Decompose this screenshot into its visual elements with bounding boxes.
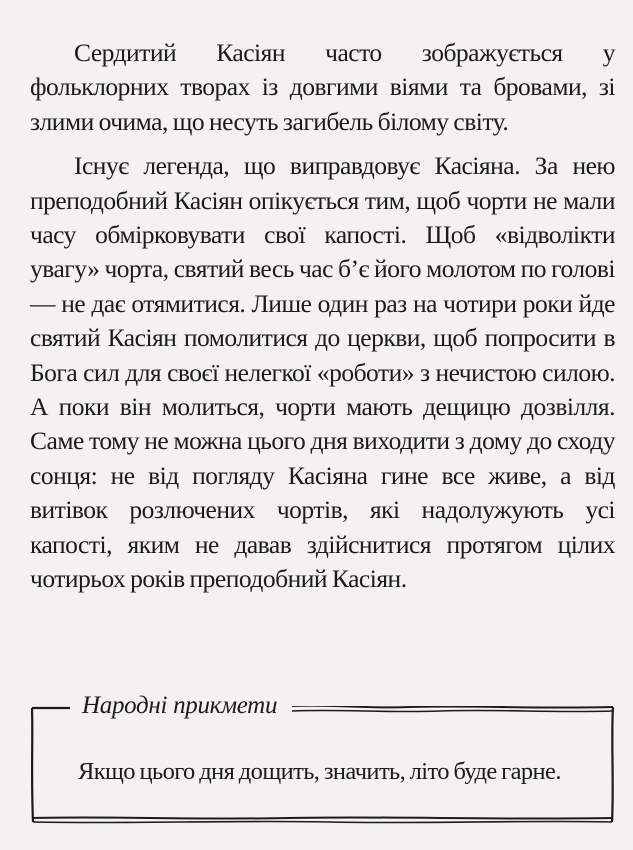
folk-signs-box [30,692,615,824]
box-title: Народні прикмети [74,690,285,722]
paragraph-2: Існує легенда, що виправдовує Касіяна. За нею преподобний Касіян опікується тим, щоб чорти не мали часу обмірковувати свої капості. Щоб «відволікти увагу» чорта, святий весь час б’є його молотом по голові — не дає отямитися. Лише один раз на чотири роки йде святий Касіян помолитися до церкви, щоб попросити в Бога сил для своєї нелегкої «роботи» з нечистою силою. А поки він молиться, чорти мають дещицю дозвілля. Саме тому не можна цього дня виходити з дому до сходу сонця: не від погляду Касіяна гине все живе, а від витівок розлючених чортів, які надолужують усі капості, яким не давав здійснитися протягом цілих чотирьох років преподобний Касіян. [30,151,615,594]
box-text: Якщо цього дня дощить, значить, літо буде гарне. [78,758,561,785]
paragraph-1: Сердитий Касіян часто зображується у фольклорних творах із довгими віями та бровами, зі злими очима, що несуть загибель білому світу. [30,38,615,136]
main-text [30,36,615,597]
